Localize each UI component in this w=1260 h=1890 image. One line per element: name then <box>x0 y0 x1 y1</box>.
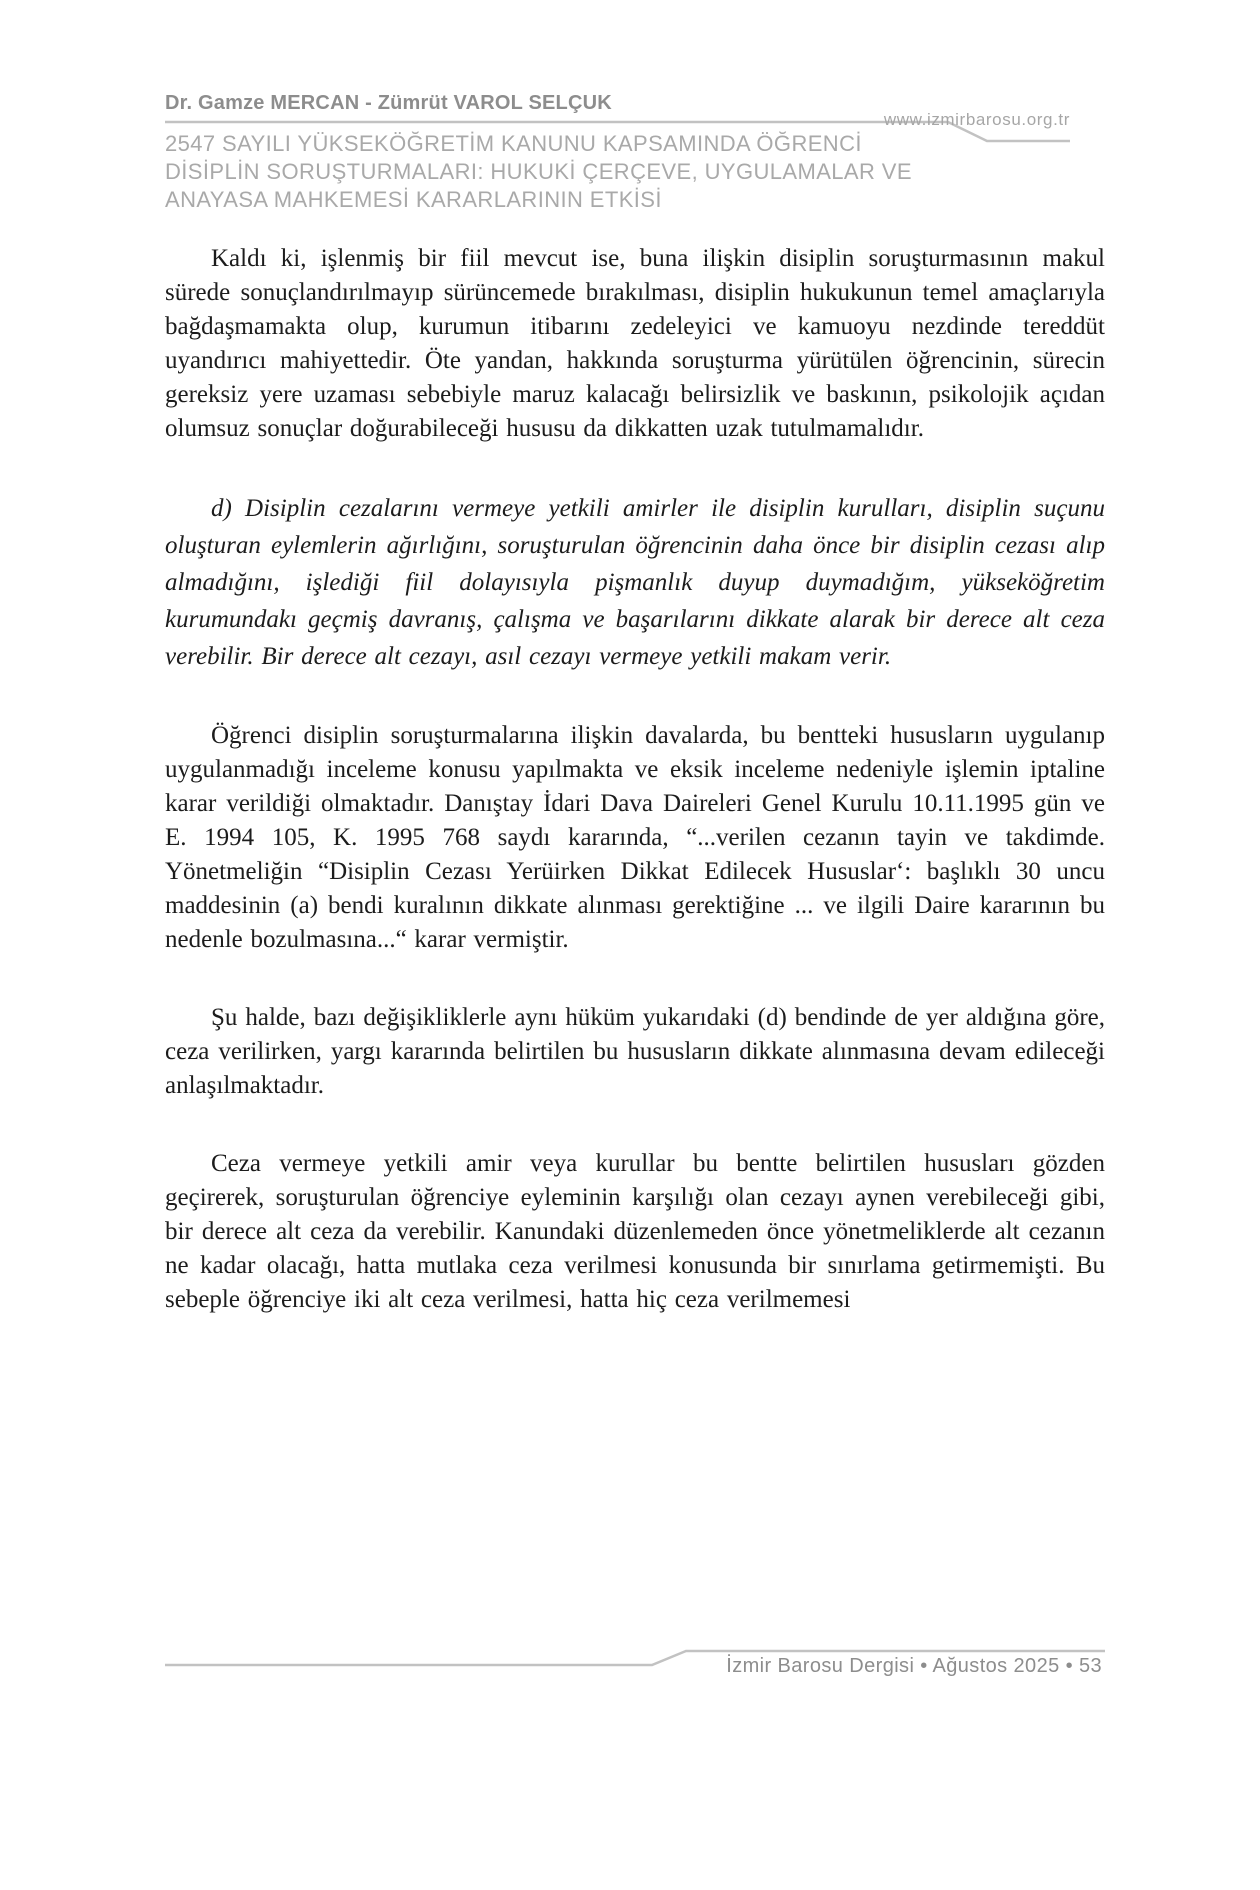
body-paragraph: Kaldı ki, işlenmiş bir fiil mevcut ise, buna ilişkin disiplin soruşturmasının makul sürede sonuçlandırılmayıp sürüncemede bırakılması, disiplin hukukunun temel amaçlarıyla bağdaşmamakta olup, kurumun itibarını zedeleyici ve kamuoyu nezdinde tereddüt uyandırıcı mahiyettedir. Öte yandan, hakkında soruşturma yürütülen öğrencinin, sürecin gereksiz yere uzaması sebebiyle maruz kalacağı belirsizlik ve baskının, psikolojik açıdan olumsuz sonuçlar doğurabileceği hususu da dikkatten uzak tutulmamalıdır. <box>165 245 1105 442</box>
journal-website: www.izmirbarosu.org.tr <box>883 110 1070 129</box>
body-paragraph: Şu halde, bazı değişikliklerle aynı hüküm yukarıdaki (d) bendinde de yer aldığına göre, ceza verilirken, yargı kararında belirtilen bu hususların dikkate alınmasına devam edileceği anlaşılmaktadır. <box>165 1004 1105 1099</box>
article-body <box>165 242 1105 1361</box>
article-title-line-3: ANAYASA MAHKEMESİ KARARLARININ ETKİSİ <box>165 187 662 212</box>
footer-journal-info: İzmir Barosu Dergisi • Ağustos 2025 • 53 <box>726 1655 1102 1677</box>
article-title <box>165 130 965 214</box>
body-paragraph-quoted-provision: d) Disiplin cezalarını vermeye yetkili amirler ile disiplin kurulları, disiplin suçunu oluşturan eylemlerin ağırlığını, soruşturulan öğrencinin daha önce bir disiplin cezası alıp almadığını, işlediği fiil dolayısıyla pişmanlık duyup duymadığım, yükseköğretim kurumundakı geçmiş davranış, çalışma ve başarılarını dikkate alarak bir derece alt ceza verebilir. Bir derece alt cezayı, asıl cezayı vermeye yetkili makam verir. <box>165 495 1105 670</box>
body-paragraph: Öğrenci disiplin soruşturmalarına ilişkin davalarda, bu bentteki hususların uygulanıp uygulanmadığı inceleme konusu yapılmakta ve eksik inceleme nedeniyle işlemin iptaline karar verildiği olmaktadır. Danıştay İdari Dava Daireleri Genel Kurulu 10.11.1995 gün ve E. 1994 105, K. 1995 768 saydı kararında, “...verilen cezanın tayin ve takdimde. Yönetmeliğin “Disiplin Cezası Yerüirken Dikkat Edilecek Hususlar‘: başlıklı 30 uncu maddesinin (a) bendi kuralının dikkate alınması gerektiğine ... ve ilgili Daire kararının bu nedenle bozulmasına...“ karar vermiştir. <box>165 722 1105 953</box>
body-paragraph: Ceza vermeye yetkili amir veya kurullar bu bentte belirtilen hususları gözden geçirerek, soruşturulan öğrenciye eyleminin karşılığı olan cezayı aynen verebileceği gibi, bir derece alt ceza da verebilir. Kanundaki düzenlemeden önce yönetmeliklerde alt cezanın ne kadar olacağı, hatta mutlaka ceza verilmesi konusunda bir sınırlama getirmemişti. Bu sebeple öğrenciye iki alt ceza verilmesi, hatta hiç ceza verilmemesi <box>165 1150 1105 1313</box>
article-title-line-1: 2547 SAYILI YÜKSEKÖĞRETİM KANUNU KAPSAMINDA ÖĞRENCİ <box>165 131 862 156</box>
article-title-line-2: DİSİPLİN SORUŞTURMALARI: HUKUKİ ÇERÇEVE, UYGULAMALAR VE <box>165 159 912 184</box>
author-line: Dr. Gamze MERCAN - Zümrüt VAROL SELÇUK <box>165 92 612 114</box>
